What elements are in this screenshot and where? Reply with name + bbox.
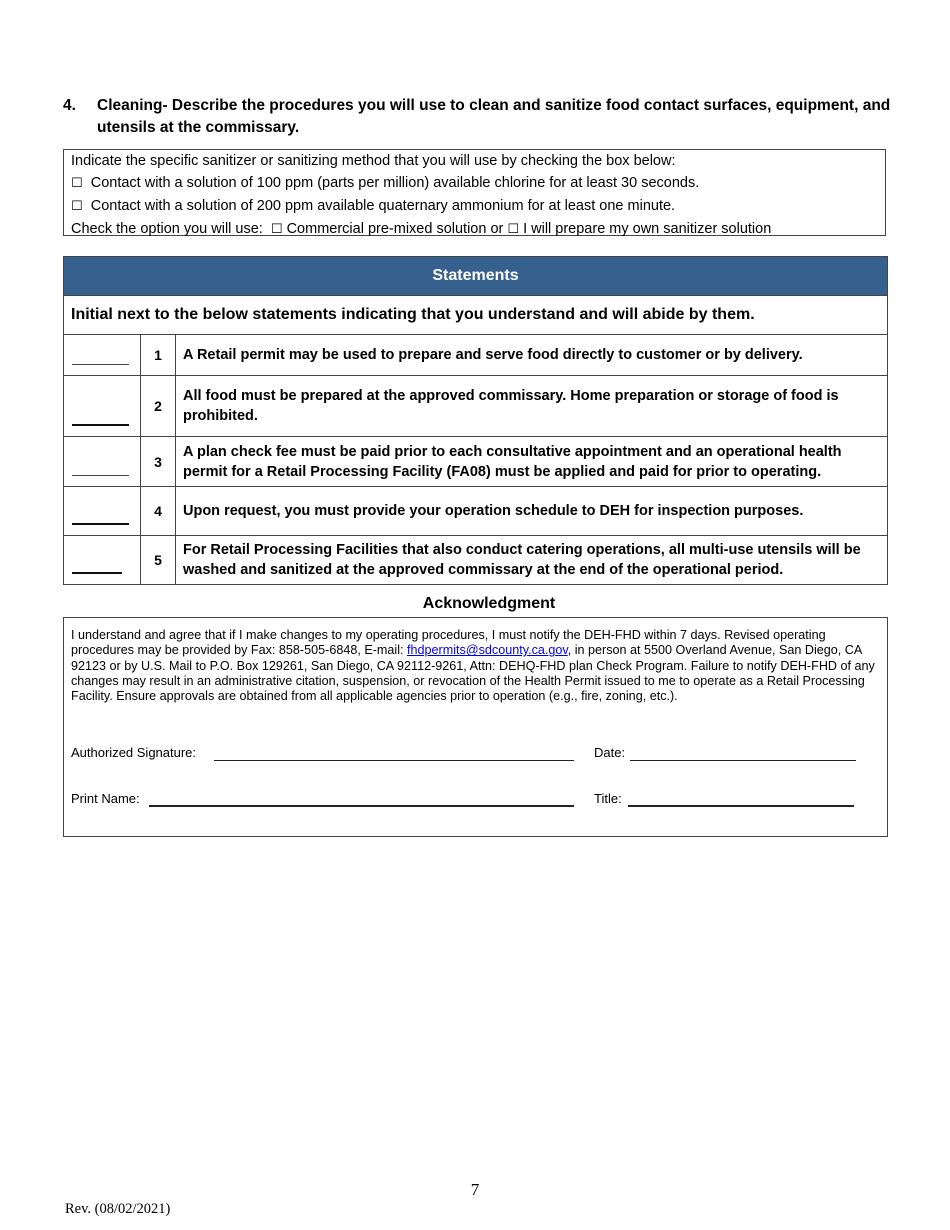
- statement-text: Upon request, you must provide your operation schedule to DEH for inspection purposes.: [176, 487, 888, 536]
- sanitizer-intro: Indicate the specific sanitizer or sanitizing method that you will use by checking the box below:: [71, 153, 676, 169]
- statement-row: [64, 335, 888, 376]
- email-link[interactable]: fhdpermits@sdcounty.ca.gov: [407, 643, 568, 658]
- quat-checkbox[interactable]: ☐: [71, 199, 83, 214]
- acknowledgment-title: Acknowledgment: [422, 595, 556, 612]
- statement-row: [64, 376, 888, 437]
- initial-field[interactable]: [64, 487, 141, 536]
- sanitizer-box: [63, 149, 886, 236]
- print-name-label: Print Name:: [71, 791, 140, 806]
- statement-text: A plan check fee must be paid prior to each consultative appointment and an operational health permit for a Retail Processing Facility (FA08) must be applied and paid for prior to operating.: [176, 437, 888, 487]
- statement-number: 5: [141, 536, 176, 585]
- print-name-field[interactable]: [149, 805, 574, 807]
- title-label: Title:: [594, 791, 622, 806]
- premixed-checkbox[interactable]: ☐: [270, 222, 283, 237]
- option-quat-label: Contact with a solution of 200 ppm available quaternary ammonium for at least one minute.: [90, 198, 676, 214]
- signature-label: Authorized Signature:: [71, 745, 197, 760]
- statement-text: For Retail Processing Facilities that also conduct catering operations, all multi-use utensils will be washed and sanitized at the approved commissary at the end of the operational period.: [176, 536, 888, 585]
- date-label: Date:: [594, 745, 626, 760]
- date-field[interactable]: [630, 760, 856, 761]
- section-heading: [63, 95, 893, 139]
- page-number: 7: [470, 1180, 480, 1199]
- section-title: Cleaning- Describe the procedures you will use to clean and sanitize food contact surfaces, equipment, and utensils at the commissary.: [97, 97, 891, 136]
- revision-date: Rev. (08/02/2021): [65, 1201, 171, 1217]
- statements-table: [63, 256, 888, 585]
- statement-text: A Retail permit may be used to prepare and serve food directly to customer or by delivery.: [176, 335, 888, 376]
- statement-row: [64, 536, 888, 585]
- initial-field[interactable]: [64, 376, 141, 437]
- statement-row: [64, 487, 888, 536]
- ack-text-part2: , in person at 5500 Overland Avenue, San Diego, CA 92123 or by U.S. Mail to P.O. Box 129261, San Diego, CA 92112-9261, Attn: DEHQ-FHD plan Check Program. Failure to notify DEH-FHD of any changes may result in an administrative citation, suspension, or revocation of the Health Permit issued to me to operate as a Retail Processing Facility. Ensure approvals are obtained from all applicable agencies prior to operation (e.g., fire, zoning, etc.).: [71, 643, 875, 704]
- statements-header: Statements: [64, 257, 888, 296]
- statement-number: 1: [141, 335, 176, 376]
- choice-premixed-label: Commercial pre-mixed solution or: [286, 221, 504, 237]
- statement-text: All food must be prepared at the approved commissary. Home preparation or storage of food is prohibited.: [176, 376, 888, 437]
- initial-field[interactable]: [64, 437, 141, 487]
- title-field[interactable]: [628, 805, 854, 807]
- option-quat-row: [71, 195, 885, 218]
- statements-intro: Initial next to the below statements indicating that you understand and will abide by them.: [64, 296, 888, 335]
- own-solution-checkbox[interactable]: ☐: [507, 222, 520, 237]
- statement-number: 2: [141, 376, 176, 437]
- option-chlorine-label: Contact with a solution of 100 ppm (parts per million) available chlorine for at least 30 seconds.: [90, 175, 700, 191]
- statement-row: [64, 437, 888, 487]
- signature-field[interactable]: [214, 760, 574, 761]
- ack-text-part1: I understand and agree that if I make changes to my operating procedures, I must notify the DEH-FHD within 7 days. Revised operating procedures may be provided by Fax: 858-505-6848, E-mail:: [71, 628, 826, 658]
- section-number: 4.: [63, 97, 76, 114]
- chlorine-checkbox[interactable]: ☐: [71, 176, 83, 191]
- option-chlorine-row: [71, 172, 885, 195]
- initial-field[interactable]: [64, 536, 141, 585]
- statement-number: 4: [141, 487, 176, 536]
- statement-number: 3: [141, 437, 176, 487]
- acknowledgment-text: [71, 628, 879, 704]
- choice-prompt: Check the option you will use:: [71, 221, 263, 237]
- choice-row: [71, 218, 885, 241]
- acknowledgment-box: [63, 617, 888, 837]
- initial-field[interactable]: [64, 335, 141, 376]
- choice-own-label: I will prepare my own sanitizer solution: [523, 221, 772, 237]
